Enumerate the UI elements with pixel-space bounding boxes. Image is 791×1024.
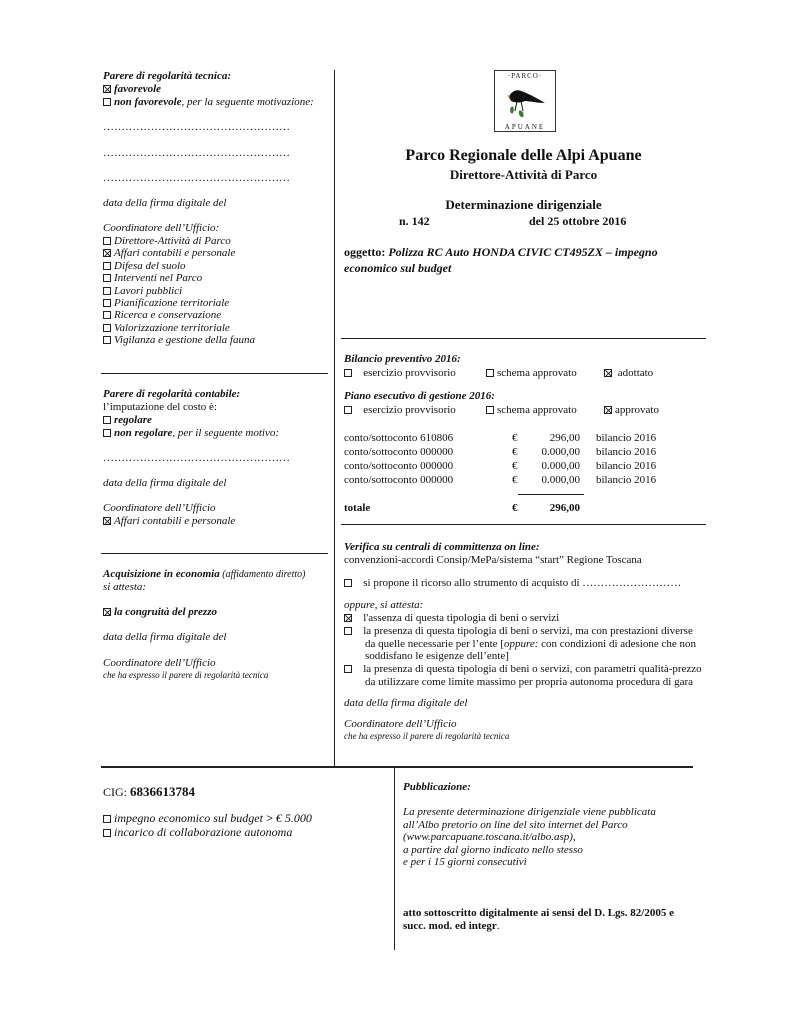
pub-line: e per i 15 giorni consecutivi <box>403 856 527 868</box>
doc-number: n. 142 <box>399 214 430 228</box>
bilancio-title: Bilancio preventivo 2016: <box>344 353 461 365</box>
contabile-imputazione: l’imputazione del costo è: <box>103 401 217 413</box>
pub-line: all’Albo pretorio on line del sito internet del Parco <box>403 818 628 831</box>
checkbox-icon[interactable] <box>344 627 352 635</box>
checkbox-icon[interactable] <box>103 274 111 282</box>
budget-currency: € <box>512 446 518 458</box>
office-item: Ricerca e conservazione <box>103 309 221 321</box>
budget-bilancio: bilancio 2016 <box>596 446 657 458</box>
contabile-dots: …………………………………………… <box>103 452 290 464</box>
bottom-divider <box>101 766 693 768</box>
economia-coord-label: Coordinatore dell’Ufficio <box>103 657 216 669</box>
verifica-title: Verifica su centrali di committenza on line: <box>344 541 540 553</box>
budget-bilancio: bilancio 2016 <box>596 460 657 472</box>
checkbox-icon[interactable] <box>344 406 352 414</box>
contabile-title: Parere di regolarità contabile: <box>103 388 241 400</box>
total-currency: € <box>512 502 518 514</box>
piano-opt-0: esercizio provvisorio <box>344 404 456 416</box>
cig: CIG: 6836613784 <box>103 784 195 799</box>
left-divider-1 <box>101 373 328 374</box>
verifica-coord-label: Coordinatore dell’Ufficio <box>344 718 457 730</box>
pub-line: La presente determinazione dirigenziale viene pubblicata <box>403 806 656 818</box>
tech-favorevole: favorevole <box>103 83 161 95</box>
verifica-ricorso: si propone il ricorso allo strumento di acquisto di ……………………… <box>344 577 681 589</box>
office-item: Valorizzazione territoriale <box>103 322 230 334</box>
office-item: Vigilanza e gestione della fauna <box>103 334 255 346</box>
park-logo <box>494 70 556 132</box>
verifica-opt3-b: da utilizzare come limite massimo per propria autonoma procedura di gara <box>365 676 694 688</box>
economia-congruita: la congruità del prezzo <box>103 606 217 618</box>
checkbox-icon[interactable] <box>103 262 111 270</box>
checkbox-checked-icon[interactable] <box>344 614 352 622</box>
oggetto-line-2: economico sul budget <box>344 261 452 275</box>
economia-date-label: data della firma digitale del <box>103 631 227 643</box>
verifica-oppure: oppure, si attesta: <box>344 599 424 611</box>
checkbox-icon[interactable] <box>486 369 494 377</box>
logo-top-text: ·PARCO· <box>507 72 543 80</box>
budget-amount: 296,00 <box>549 432 580 444</box>
verifica-opt1: l'assenza di questa tipologia di beni o servizi <box>344 612 559 624</box>
checkbox-icon[interactable] <box>103 429 111 437</box>
verifica-opt3: la presenza di questa tipologia di beni o servizi, con parametri qualità-prezzo <box>344 663 702 675</box>
checkbox-icon[interactable] <box>103 829 111 837</box>
incarico-option: incarico di collaborazione autonoma <box>103 825 292 840</box>
piano-title: Piano esecutivo di gestione 2016: <box>344 390 495 402</box>
checkbox-checked-icon[interactable] <box>604 406 612 414</box>
bird-icon <box>501 81 549 119</box>
bottom-vertical-divider <box>394 768 395 950</box>
org-name: Parco Regionale delle Alpi Apuane <box>405 147 642 164</box>
tech-non-favorevole: non favorevole, per la seguente motivazione: <box>103 96 314 108</box>
budget-conto: conto/sottoconto 000000 <box>344 474 454 486</box>
checkbox-icon[interactable] <box>103 416 111 424</box>
budget-currency: € <box>512 460 518 472</box>
checkbox-checked-icon[interactable] <box>604 369 612 377</box>
budget-currency: € <box>512 432 518 444</box>
contabile-regolare: regolare <box>103 414 152 426</box>
economia-si-attesta: si attesta: <box>103 581 147 593</box>
total-underline <box>518 494 584 495</box>
budget-amount: 0.000,00 <box>541 474 580 486</box>
budget-conto: conto/sottoconto 000000 <box>344 446 454 458</box>
budget-amount: 0.000,00 <box>541 446 580 458</box>
budget-bilancio: bilancio 2016 <box>596 432 657 444</box>
checkbox-checked-icon[interactable] <box>103 517 111 525</box>
checkbox-checked-icon[interactable] <box>103 249 111 257</box>
tech-dots-2: …………………………………………… <box>103 147 290 159</box>
tech-title: Parere di regolarità tecnica: <box>103 70 232 82</box>
office-item: Difesa del suolo <box>103 260 186 272</box>
tech-dots-3: …………………………………………… <box>103 172 290 184</box>
office-item: Pianificazione territoriale <box>103 297 229 309</box>
left-divider-2 <box>101 553 328 554</box>
budget-conto: conto/sottoconto 000000 <box>344 460 454 472</box>
budget-bilancio: bilancio 2016 <box>596 474 657 486</box>
verifica-opt2: la presenza di questa tipologia di beni o servizi, ma con prestazioni diverse <box>344 625 693 637</box>
main-vertical-divider <box>334 70 335 767</box>
checkbox-icon[interactable] <box>103 324 111 332</box>
budget-conto: conto/sottoconto 610806 <box>344 432 454 444</box>
bilancio-opt-2: adottato <box>604 367 653 379</box>
atto-line-1: atto sottoscritto digitalmente ai sensi del D. Lgs. 82/2005 e <box>403 907 674 919</box>
contabile-coord-label: Coordinatore dell’Ufficio <box>103 502 216 514</box>
verifica-opt2-b: da quelle necessarie per l’ente [oppure: con condizioni di adesione che non <box>365 638 696 650</box>
checkbox-icon[interactable] <box>344 579 352 587</box>
atto-line-2: succ. mod. ed integr. <box>403 920 500 932</box>
checkbox-checked-icon[interactable] <box>103 608 111 616</box>
budget-currency: € <box>512 474 518 486</box>
checkbox-icon[interactable] <box>344 665 352 673</box>
bilancio-opt-0: esercizio provvisorio <box>344 367 456 379</box>
verifica-opt2-c: soddisfano le esigenze dell’ente] <box>365 650 509 662</box>
tech-date-label: data della firma digitale del <box>103 197 227 209</box>
checkbox-icon[interactable] <box>103 287 111 295</box>
pub-line: a partire dal giorno indicato nello stesso <box>403 843 583 856</box>
total-label: totale <box>344 502 371 514</box>
logo-bottom-text: APUANE <box>504 123 546 131</box>
contabile-date-label: data della firma digitale del <box>103 477 227 489</box>
office-item: Lavori pubblici <box>103 285 182 297</box>
total-amount: 296,00 <box>549 502 580 514</box>
checkbox-icon[interactable] <box>486 406 494 414</box>
right-divider-2 <box>341 524 706 525</box>
checkbox-icon[interactable] <box>103 299 111 307</box>
right-divider-1 <box>341 338 706 339</box>
office-item: Affari contabili e personale <box>103 247 235 259</box>
checkbox-icon[interactable] <box>103 815 111 823</box>
pub-line: (www.parcapuane.toscana.it/albo.asp), <box>403 831 576 843</box>
checkbox-checked-icon[interactable] <box>103 85 111 93</box>
tech-dots-1: …………………………………………… <box>103 121 290 133</box>
tech-coord-label: Coordinatore dell’Ufficio: <box>103 222 220 234</box>
checkbox-icon[interactable] <box>103 336 111 344</box>
doc-date: del 25 ottobre 2016 <box>529 214 627 228</box>
checkbox-icon[interactable] <box>103 311 111 319</box>
budget-amount: 0.000,00 <box>541 460 580 472</box>
contabile-non-regolare: non regolare, per il seguente motivo: <box>103 427 279 439</box>
dept-name: Direttore-Attività di Parco <box>449 167 598 182</box>
checkbox-icon[interactable] <box>103 98 111 106</box>
pub-title: Pubblicazione: <box>403 781 471 793</box>
office-item: Direttore-Attività di Parco <box>103 235 231 247</box>
piano-opt-2: approvato <box>604 404 659 416</box>
office-item: Interventi nel Parco <box>103 272 202 284</box>
verifica-coord-note: che ha espresso il parere di regolarità tecnica <box>344 731 510 741</box>
contabile-office: Affari contabili e personale <box>103 515 235 527</box>
doc-type: Determinazione dirigenziale <box>445 197 602 212</box>
verifica-subtitle: convenzioni-accordi Consip/MePa/sistema “start” Regione Toscana <box>344 554 642 566</box>
bilancio-opt-1: schema approvato <box>486 367 577 379</box>
checkbox-icon[interactable] <box>344 369 352 377</box>
economia-title: Acquisizione in economia (affidamento diretto) <box>103 568 306 580</box>
verifica-date-label: data della firma digitale del <box>344 697 468 709</box>
piano-opt-1: schema approvato <box>486 404 577 416</box>
impegno-option: impegno economico sul budget > € 5.000 <box>103 811 312 826</box>
oggetto: oggetto: Polizza RC Auto HONDA CIVIC CT495ZX – impegno <box>344 245 658 259</box>
checkbox-icon[interactable] <box>103 237 111 245</box>
economia-coord-note: che ha espresso il parere di regolarità tecnica <box>103 670 269 680</box>
